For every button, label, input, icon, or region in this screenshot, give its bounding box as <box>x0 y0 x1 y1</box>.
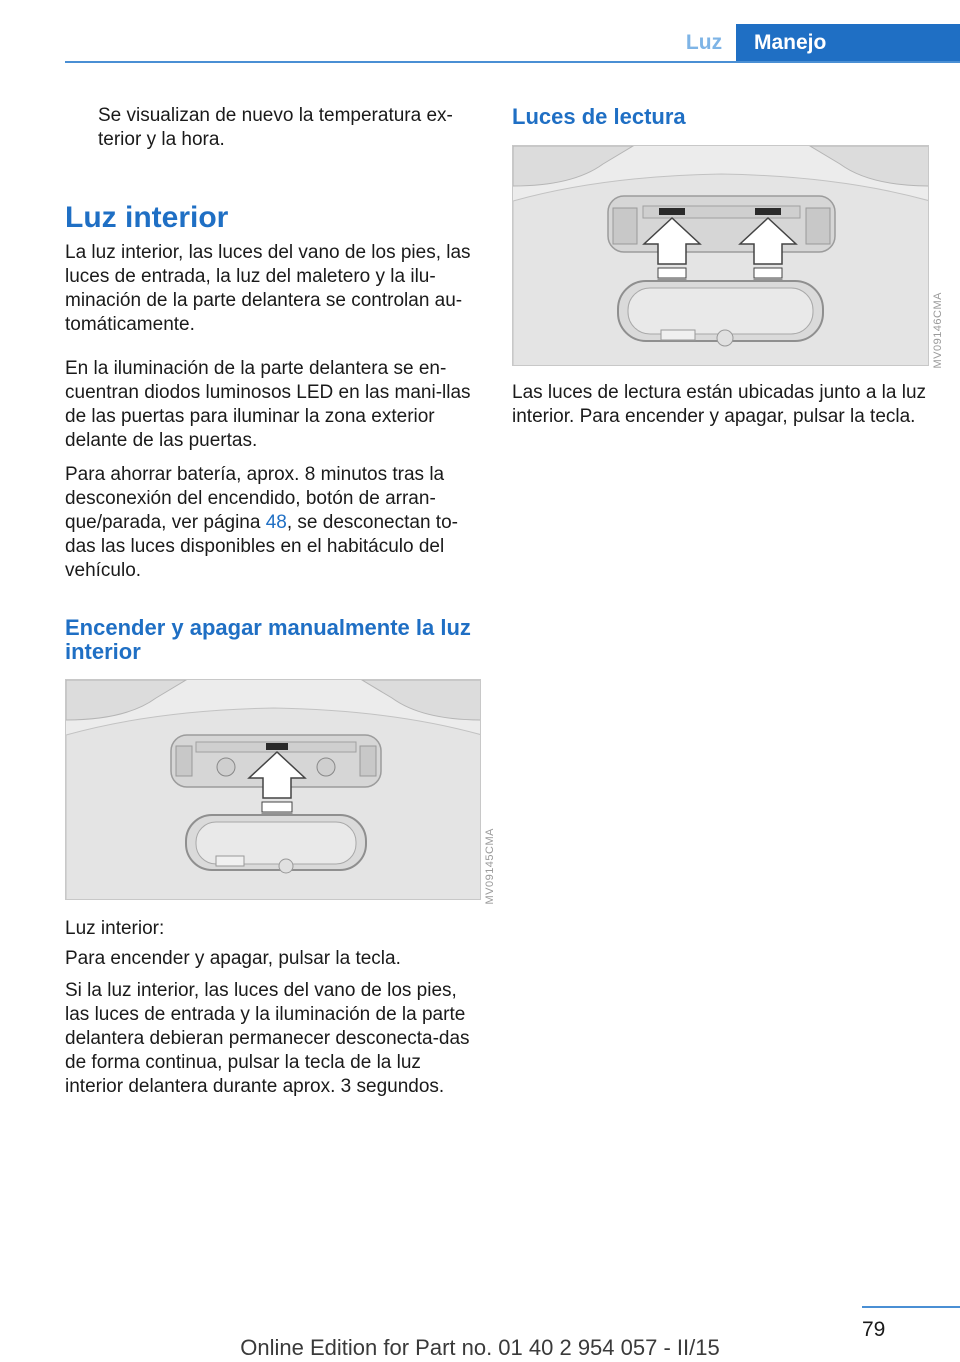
paragraph-4: Para encender y apagar, pulsar la tecla. <box>65 948 401 969</box>
reading-lights-title: Luces de lectura <box>512 104 686 129</box>
reading-lights-paragraph: Las luces de lectura están ubicadas junto a la luz interior. Para encender y apagar, pulsar la tecla. <box>512 382 927 427</box>
figure-code-right: MV09146CMA <box>932 292 944 369</box>
paragraph-2: En la iluminación de la parte delantera se en‐cuentran diodos luminosos LED en las mani‐llas de las puertas para iluminar la zona exterior delante de las puertas. <box>65 358 471 451</box>
reading-lights-figure <box>512 145 929 366</box>
paragraph-5: Si la luz interior, las luces del vano de los pies, las luces de entrada y la iluminación de la parte delantera debieran permanecer desconecta‐das de forma continua, pulsar la tecla de la luz interior delantera durante aprox. 3 segundos. <box>65 980 470 1097</box>
page-link-48[interactable]: 48 <box>265 512 287 533</box>
subsection-title: Encender y apagar manualmente la luz interior <box>65 615 471 664</box>
paragraph-1: La luz interior, las luces del vano de los pies, las luces de entrada, la luz del maletero y la ilu‐minación de la parte delantera se controlan au‐tomáticamente. <box>65 242 471 335</box>
edition-footer: Online Edition for Part no. 01 40 2 954 057 - II/15 <box>240 1335 720 1360</box>
reading-lights-illustration <box>513 146 929 366</box>
intro-text: Se visualizan de nuevo la temperatura ex‐terior y la hora. <box>98 105 453 150</box>
footer-rule <box>862 1306 960 1308</box>
interior-light-illustration <box>66 680 481 900</box>
header-chapter-tab[interactable]: Manejo <box>736 24 960 61</box>
interior-light-figure <box>65 679 481 900</box>
paragraph-3 <box>65 463 480 583</box>
figure-code-left: MV09145CMA <box>484 828 496 905</box>
header-section-tab[interactable]: Luz <box>685 30 723 54</box>
paragraph-3-end: , se desconectan to‐das las luces disponibles en el habitáculo del vehículo. <box>65 512 458 581</box>
header-rule <box>65 61 960 63</box>
figure-caption: Luz interior: <box>65 918 165 939</box>
paragraph-3-start: Para ahorrar batería, aprox. 8 minutos tras la desconexión del encendido, botón de arran‐que/parada, ver página <box>65 464 445 533</box>
section-title: Luz interior <box>65 201 229 234</box>
page-number: 79 <box>862 1318 886 1341</box>
